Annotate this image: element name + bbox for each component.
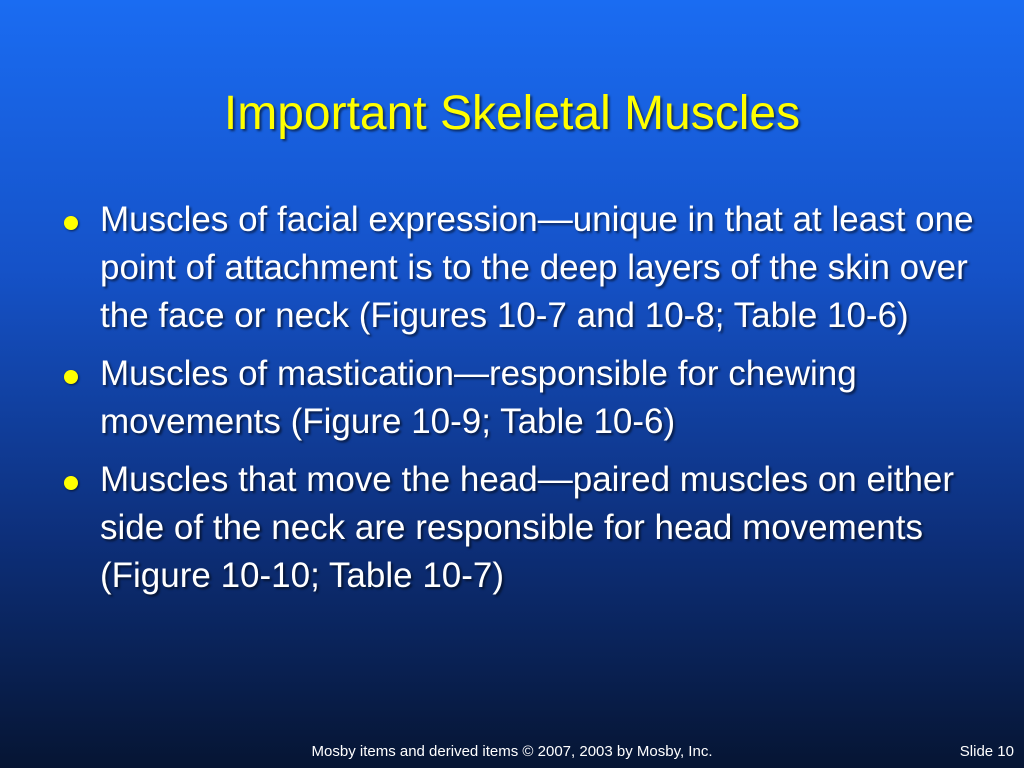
bullet-text: Muscles of facial expression—unique in that at least one point of attachment is to the deep layers of the skin over the face or neck (Figures 10-7 and 10-8; Table 10-6): [100, 200, 974, 335]
bullet-text: Muscles of mastication—responsible for chewing movements (Figure 10-9; Table 10-6): [100, 354, 857, 441]
bullet-dot-icon: [64, 216, 78, 230]
bullet-dot-icon: [64, 476, 78, 490]
bullet-list: [60, 196, 980, 610]
footer-copyright: Mosby items and derived items © 2007, 2003 by Mosby, Inc.: [311, 743, 713, 760]
bullet-item-head-movement: [60, 456, 980, 600]
slide-title: Important Skeletal Muscles: [223, 87, 801, 140]
bullet-dot-icon: [64, 370, 78, 384]
bullet-item-facial-expression: [60, 196, 980, 340]
slide-number: Slide 10: [959, 743, 1014, 760]
bullet-item-mastication: [60, 350, 980, 446]
bullet-text: Muscles that move the head—paired muscles on either side of the neck are responsible for head movements (Figure 10-10; Table 10-7): [100, 460, 955, 595]
